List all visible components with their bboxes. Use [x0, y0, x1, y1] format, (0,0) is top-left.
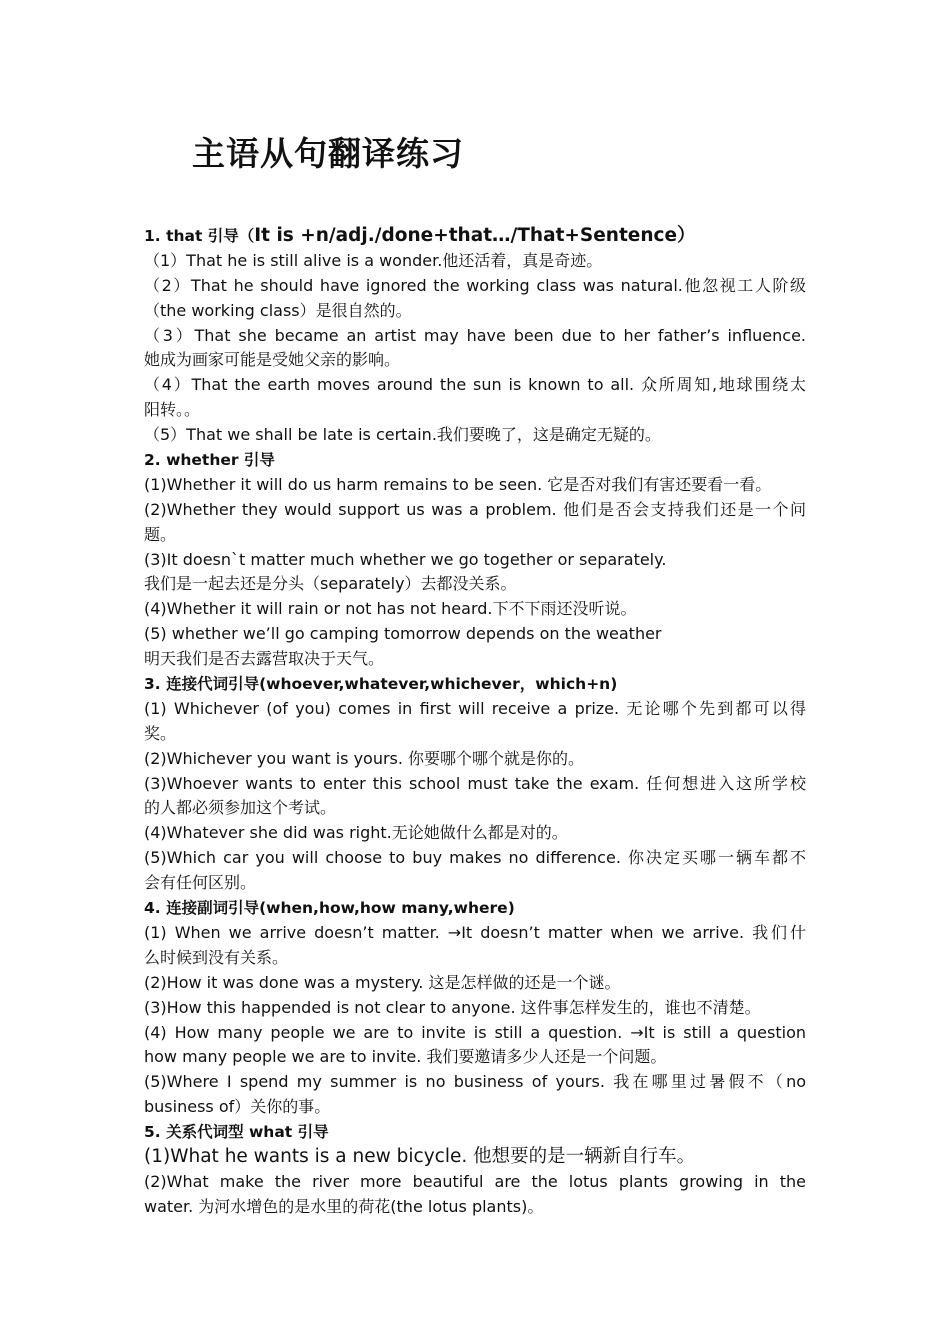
- text-line: （1）That he is still alive is a wonder.他还活着，真是奇迹。: [144, 250, 603, 270]
- text-line: (3)How this happended is not clear to anyone. 这件事怎样发生的，谁也不清楚。: [144, 997, 761, 1017]
- section-heading: [144, 448, 806, 473]
- text-line: how many people we are to invite. 我们要邀请多少人还是一个问题。: [144, 1047, 667, 1067]
- section-heading-text: 1. that 引导（: [144, 227, 255, 245]
- document-body: [144, 224, 806, 1220]
- text-line: (4)Whether it will rain or not has not heard.下不下雨还没听说。: [144, 599, 637, 619]
- text-line: （4）That the earth moves around the sun is known to all. 众所周知,地球围绕太: [144, 375, 806, 395]
- text-line: 阳转。。: [144, 400, 201, 420]
- text-line: （3）That she became an artist may have been due to her father’s influence.: [144, 325, 806, 345]
- text-line: (1) When we arrive doesn’t matter. →It doesn’t matter when we arrive. 我们什: [144, 922, 806, 942]
- text-line: 的人都必须参加这个考试。: [144, 798, 337, 818]
- text-line: 么时候到没有关系。: [144, 947, 289, 967]
- text-line: (1)What he wants is a new bicycle. 他想要的是一辆新自行车。: [144, 1145, 696, 1167]
- section-heading: [144, 896, 806, 921]
- text-line: (5)Which car you will choose to buy makes no difference. 你决定买哪一辆车都不: [144, 848, 806, 868]
- text-line: 题。: [144, 524, 177, 544]
- text-line: (5)Where I spend my summer is no business of yours. 我在哪里过暑假不（no: [144, 1072, 806, 1092]
- section-heading-text: 5. 关系代词型 what 引导: [144, 1123, 329, 1142]
- text-line: 我们是一起去还是分头（separately）去都没关系。: [144, 574, 517, 594]
- text-line: (1)Whether it will do us harm remains to be seen. 它是否对我们有害还要看一看。: [144, 474, 772, 494]
- text-line: (5) whether we’ll go camping tomorrow depends on the weather: [144, 624, 662, 644]
- text-line: （the working class）是很自然的。: [144, 300, 412, 320]
- text-line: (3)Whoever wants to enter this school must take the exam. 任何想进入这所学校: [144, 773, 806, 793]
- text-line: （2）That he should have ignored the working class was natural.他忽视工人阶级: [144, 275, 806, 295]
- section-heading: [144, 1120, 806, 1145]
- text-line: (2)Whichever you want is yours. 你要哪个哪个就是你的。: [144, 748, 585, 768]
- text-line: (4)Whatever she did was right.无论她做什么都是对的。: [144, 823, 568, 843]
- section-heading-text: 3. 连接代词引导(whoever,whatever,whichever，which+n): [144, 675, 618, 694]
- text-line: 她成为画家可能是受她父亲的影响。: [144, 350, 401, 370]
- text-line: (2)Whether they would support us was a problem. 他们是否会支持我们还是一个问: [144, 499, 806, 519]
- text-line: 奖。: [144, 723, 177, 743]
- text-line: (2)What make the river more beautiful are the lotus plants growing in the: [144, 1171, 806, 1191]
- section-heading: [144, 224, 806, 249]
- section-heading-text: 4. 连接副词引导(when,how,how many,where): [144, 899, 515, 918]
- text-line: water. 为河水增色的是水里的荷花(the lotus plants)。: [144, 1196, 544, 1216]
- text-line: 会有任何区别。: [144, 873, 257, 893]
- text-line: （5）That we shall be late is certain.我们要晚了，这是确定无疑的。: [144, 425, 661, 445]
- text-line: 明天我们是否去露营取决于天气。: [144, 649, 385, 669]
- text-line: (4) How many people we are to invite is still a question. →It is still a question: [144, 1022, 806, 1042]
- page-title: 主语从句翻译练习: [192, 134, 464, 173]
- text-line: business of）关你的事。: [144, 1097, 331, 1117]
- section-heading: [144, 672, 806, 697]
- text-line: (1) Whichever (of you) comes in first will receive a prize. 无论哪个先到都可以得: [144, 698, 806, 718]
- section-heading-pattern: It is +n/adj./done+that…/That+Sentence）: [254, 225, 696, 246]
- text-line: (3)It doesn`t matter much whether we go together or separately.: [144, 549, 667, 569]
- text-line: (2)How it was done was a mystery. 这是怎样做的还是一个谜。: [144, 972, 621, 992]
- section-heading-text: 2. whether 引导: [144, 451, 275, 470]
